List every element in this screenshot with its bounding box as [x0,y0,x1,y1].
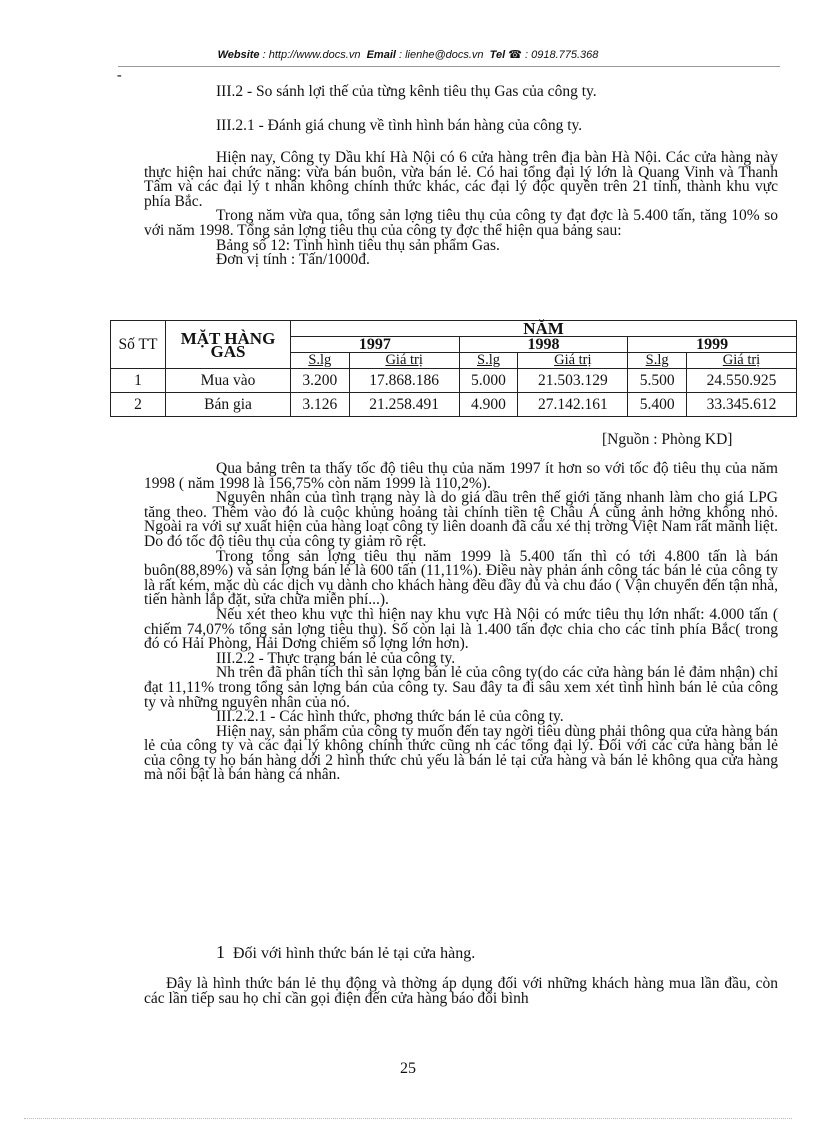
tel-value: ☎ : 0918.775.368 [508,49,599,61]
tel-label: Tel [489,49,506,61]
cell: 24.550.925 [686,369,796,393]
body-paragraph: Trong tổng sản lợng tiêu thụ năm 1999 là 5.400 tấn thì có tới 4.800 tấn là bán buôn(88,89%) và sản lợng bán lẻ là 600 tấn (11,11%). Điều này phản ánh công tác bán lẻ của công ty là rất kém, mặc dù các dịch vụ dành cho khách hàng đều đầy đủ và chu đáo ( Vận chuyển đến tận nhà, tiến hành lắp đặt, sửa chữa miễn phí...). [144,547,778,609]
table-row [111,393,797,417]
intro-block [144,151,778,268]
row-item: Mua vào [166,369,291,393]
body-paragraph: Hiện nay, sản phẩm của công ty muốn đến tay ngời tiêu dùng phải thông qua cửa hàng bán lẻ của công ty và các đại lý không chính thức cũng nh các tổng đại lý. Đối với các cửa hàng bán lẻ của công ty họ bán hàng dới 2 hình thức chủ yếu là bán lẻ tại cửa hàng và bán lẻ không qua cửa hàng mà nổi bật là bán hàng cá nhân. [144,722,778,784]
row-no: 1 [111,369,166,393]
cell: 5.000 [459,369,518,393]
intro-paragraph-1: Hiện nay, Công ty Dầu khí Hà Nội có 6 cửa hàng trên địa bàn Hà Nội. Các cửa hàng này thực hiện hai chức năng: vừa bán buôn, vừa bán lẻ. Có hai tổng đại lý lớn là Quang Vinh và Thanh Tâm và các đại lý t nhân không chính thức khác, các đại lý độc quyền trên 21 tỉnh, thành khu vực phía Bắc. [144,149,778,210]
body-paragraph: Qua bảng trên ta thấy tốc độ tiêu thụ của năm 1997 ít hơn so với tốc độ tiêu thụ của năm 1998 ( năm 1998 là 156,75% còn năm 1999 là 110,2%). [144,460,778,492]
subsection-title: Đối với hình thức bán lẻ tại cửa hàng. [233,945,476,962]
footer-divider [24,1118,792,1119]
section-heading-3-2: III.2 - So sánh lợi thế của từng kênh tiêu thụ Gas của công ty. [216,83,597,100]
email-label: Email [366,49,396,61]
year-group-header: NĂM [291,321,797,337]
cell: 27.142.161 [518,393,628,417]
year-header: 1997 [291,337,460,353]
col-item-header: MẶT HÀNG GAS [166,321,291,369]
cell: 3.126 [291,393,350,417]
sub-header-value: Giá trị [686,353,796,369]
section-heading-3-2-2-1: III.2.2.1 - Các hình thức, phơng thức bán lẻ của công ty. [216,708,564,726]
sub-header-qty: S.lg [628,353,687,369]
header-divider [118,66,780,67]
table-caption: Bảng số 12: Tình hình tiêu thụ sản phẩm Gas. [216,236,500,254]
sub-header-value: Giá trị [349,353,459,369]
body-paragraph: Nh trên đã phân tích thì sản lợng bán lẻ của công ty(do các cửa hàng bán lẻ đảm nhận) chỉ đạt 11,11% trong tổng sản lợng bán của công ty. Sau đây ta đi sâu xem xét tình hình bán lẻ của công ty và những nguyên nhân của nó. [144,664,778,711]
page-header [0,48,816,61]
cell: 21.503.129 [518,369,628,393]
sales-table [110,320,797,417]
row-item: Bán gia [166,393,291,417]
unit-note: Đơn vị tính : Tấn/1000đ. [216,251,370,269]
section-heading-3-2-2: III.2.2 - Thực trạng bán lẻ của công ty. [216,649,456,667]
body-paragraph: Nguyên nhân của tình trạng này là do giá dầu trên thế giới tăng nhanh làm cho giá LPG tăng theo. Thêm vào đó là cuộc khủng hoảng tài chính tiền tệ Châu Á cũng ảnh hởng không nhỏ. Ngoài ra với sự xuất hiện của hàng loạt công ty liên doanh đã cấu xé thị trờng Việt Nam rất mãnh liệt. Do đó tốc độ tiêu thụ của công ty giảm rõ rệt. [144,489,778,550]
sub-header-qty: S.lg [291,353,350,369]
cell: 5.400 [628,393,687,417]
margin-mark: - [117,68,122,83]
row-no: 2 [111,393,166,417]
subsection-block [144,977,778,1006]
cell: 17.868.186 [349,369,459,393]
sub-header-qty: S.lg [459,353,518,369]
subsection-number: 1 [216,942,225,962]
year-header: 1999 [628,337,797,353]
subsection-paragraph: Đây là hình thức bán lẻ thụ động và thờng áp dụng đối với những khách hàng mua lần đầu, còn các lần tiếp sau họ chỉ cần gọi điện đến cửa hàng báo đổi bình [144,975,778,1007]
body-block [144,462,778,783]
col-no-header: Số TT [111,321,166,369]
year-header: 1998 [459,337,628,353]
table-source: [Nguồn : Phòng KD] [602,431,733,448]
sub-header-value: Giá trị [518,353,628,369]
cell: 5.500 [628,369,687,393]
cell: 3.200 [291,369,350,393]
cell: 21.258.491 [349,393,459,417]
email-value: : lienhe@docs.vn [399,49,484,61]
body-paragraph: Nếu xét theo khu vực thì hiện nay khu vực Hà Nội có mức tiêu thụ lớn nhất: 4.000 tấn ( chiếm 74,07% tổng sản lợng tiêu thụ). Số còn lại là 1.400 tấn đợc chia cho các tỉnh phía Bắc( trong đó có Hải Phòng, Hải Dơng chiếm số lợng lớn hơn). [144,605,778,653]
subsection-heading [216,942,475,963]
cell: 4.900 [459,393,518,417]
website-label: Website [217,49,260,61]
section-heading-3-2-1: III.2.1 - Đánh giá chung về tình hình bán hàng của công ty. [216,117,583,134]
website-value: : http://www.docs.vn [262,49,361,61]
cell: 33.345.612 [686,393,796,417]
page-number: 25 [400,1060,416,1077]
table-row [111,369,797,393]
intro-paragraph-2: Trong năm vừa qua, tổng sản lợng tiêu thụ của công ty đạt đợc là 5.400 tấn, tăng 10% so với năm 1998. Tổng sản lợng tiêu thụ của công ty đợc thể hiện qua bảng sau: [144,207,778,239]
